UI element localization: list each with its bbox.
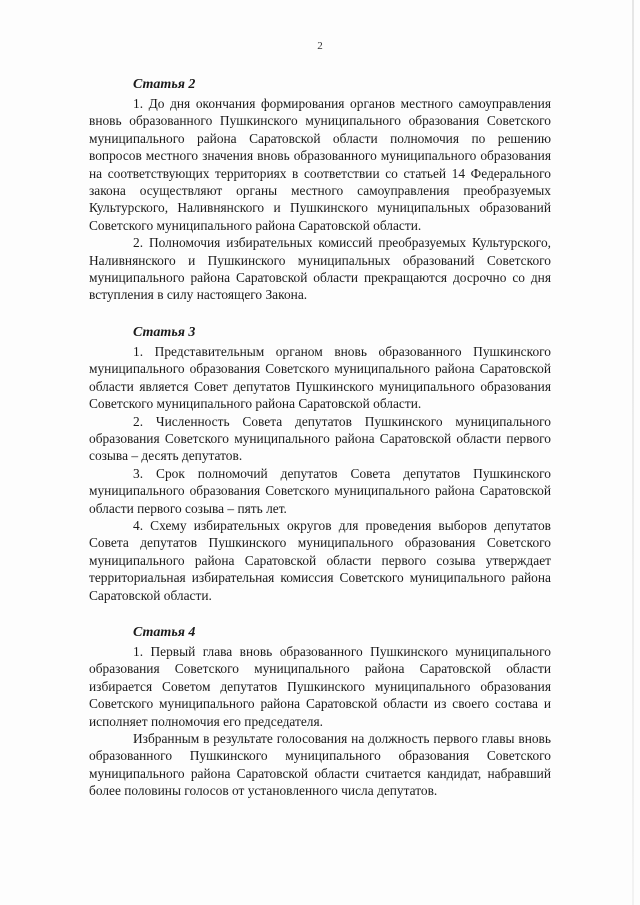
article-title: Статья 3 — [133, 324, 196, 340]
document-body — [89, 76, 551, 820]
article-title: Статья 4 — [133, 624, 196, 640]
page-number: 2 — [317, 40, 323, 52]
article-title: Статья 2 — [133, 77, 196, 92]
article-4 — [89, 624, 551, 800]
paragraph: Избранным в результате голосования на должность первого главы вновь образованного Пушкинского муниципального образования Советского муниципального района Саратовской области считается кандидат, набравший более половины голосов от установленного числа депутатов. — [89, 731, 551, 799]
scan-edge — [632, 0, 634, 905]
article-3 — [89, 324, 551, 604]
article-2 — [89, 76, 551, 304]
paragraph: 4. Схему избирательных округов для проведения выборов депутатов Совета депутатов Пушкинского муниципального образования Советского муниципального района Саратовской области первого созыва утверждает территориальная избирательная комиссия Советского муниципального района Саратовской области. — [89, 517, 551, 603]
paragraph: 2. Численность Совета депутатов Пушкинского муниципального образования Советского муниципального района Саратовской области первого созыва – десять депутатов. — [89, 413, 551, 464]
paragraph: 1. Первый глава вновь образованного Пушкинского муниципального образования Советского муниципального района Саратовской области избирается Советом депутатов Пушкинского муниципального образования Советского муниципального района Саратовской области из своего состава и исполняет полномочия его председателя. — [89, 643, 551, 729]
paragraph: 1. До дня окончания формирования органов местного самоуправления вновь образованного Пушкинского муниципального образования Советского муниципального района Саратовской области полномочия по решению вопросов местного значения вновь образованного муниципального образования на соответствующих территориях в соответствии со статьей 14 Федерального закона осуществляют органы местного самоуправления преобразуемых Культурского, Наливнянского и Пушкинского муниципальных образований Советского муниципального района Саратовской области. — [89, 96, 551, 233]
paragraph: 3. Срок полномочий депутатов Совета депутатов Пушкинского муниципального образования Советского муниципального района Саратовской области первого созыва – пять лет. — [89, 465, 551, 516]
paragraph: 1. Представительным органом вновь образованного Пушкинского муниципального образования Советского муниципального района Саратовской области является Совет депутатов Пушкинского муниципального образования Советского муниципального района Саратовской области. — [89, 343, 551, 412]
paragraph: 2. Полномочия избирательных комиссий преобразуемых Культурского, Наливнянского и Пушкинского муниципальных образований Советского муниципального района Саратовской области прекращаются досрочно со дня вступления в силу настоящего Закона. — [89, 235, 551, 303]
